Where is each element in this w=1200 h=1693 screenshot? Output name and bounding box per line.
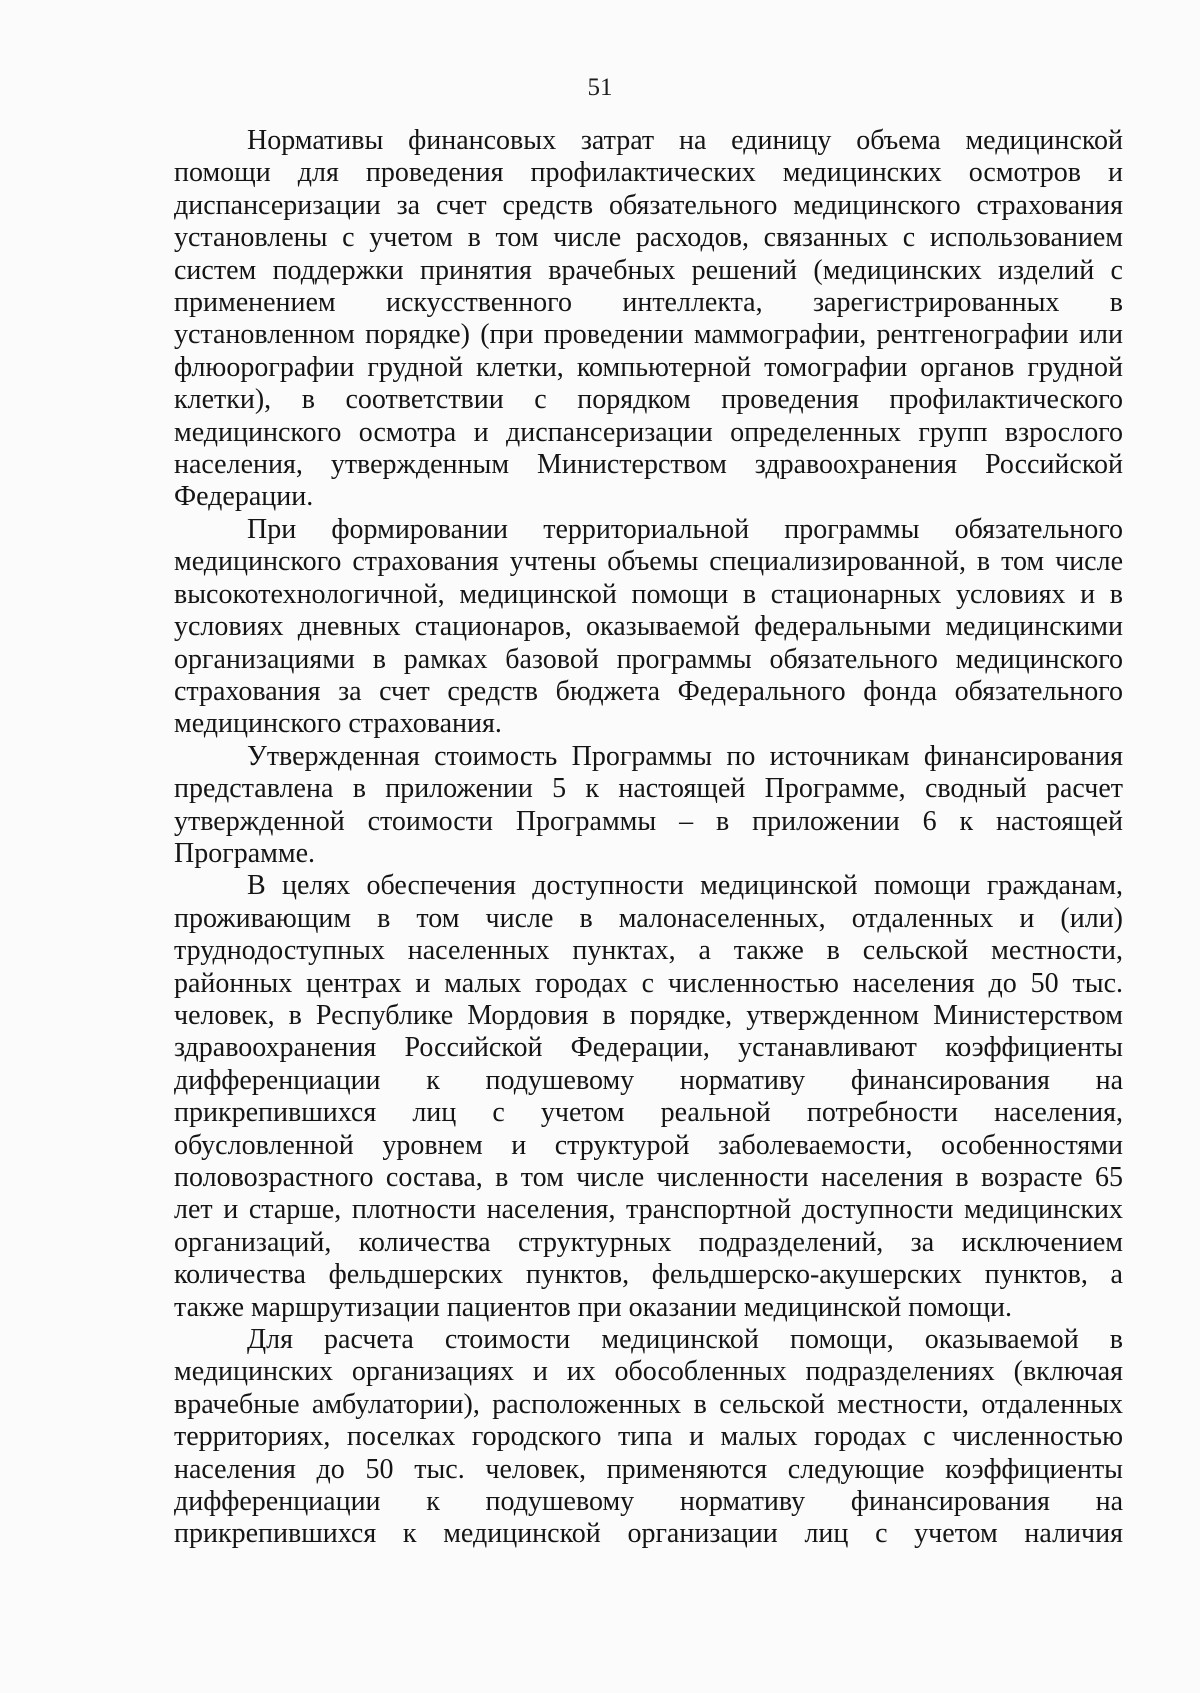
paragraph [174, 870, 1123, 1324]
text-line: диспансеризации за счет средств обязательного медицинского страхования [174, 189, 1123, 221]
document-body [174, 125, 1123, 1551]
text-line: Для расчета стоимости медицинской помощи, оказываемой в [247, 1324, 1123, 1356]
page-number: 51 [587, 74, 613, 101]
text-line: установленном порядке) (при проведении маммографии, рентгенографии или [174, 319, 1123, 351]
paragraph [174, 125, 1123, 514]
paragraph [174, 514, 1123, 741]
text-line: представлена в приложении 5 к настоящей Программе, сводный расчет [174, 773, 1123, 805]
text-line: дифференциации к подушевому нормативу финансирования на [174, 1486, 1123, 1518]
text-line: прикрепившихся к медицинской организации лиц с учетом наличия [174, 1518, 1123, 1550]
text-line: медицинских организациях и их обособленных подразделениях (включая [174, 1356, 1123, 1388]
text-line: клетки), в соответствии с порядком проведения профилактического [174, 384, 1123, 416]
text-line: Федерации. [174, 481, 314, 513]
text-line: труднодоступных населенных пунктах, а также в сельской местности, [174, 935, 1123, 967]
text-line: медицинского осмотра и диспансеризации определенных групп взрослого [174, 416, 1123, 448]
paragraph [174, 741, 1123, 871]
text-line: применением искусственного интеллекта, зарегистрированных в [174, 287, 1123, 319]
text-line: флюорографии грудной клетки, компьютерной томографии органов грудной [174, 351, 1123, 383]
text-line: Нормативы финансовых затрат на единицу объема медицинской [247, 125, 1123, 156]
text-line: врачебные амбулатории), расположенных в сельской местности, отдаленных [174, 1388, 1123, 1420]
text-line: организациями в рамках базовой программы обязательного медицинского [174, 643, 1123, 675]
text-line: проживающим в том числе в малонаселенных, отдаленных и (или) [174, 902, 1123, 934]
text-line: высокотехнологичной, медицинской помощи в стационарных условиях и в [174, 578, 1123, 610]
text-line: страхования за счет средств бюджета Федерального фонда обязательного [174, 675, 1123, 707]
text-line: половозрастного состава, в том числе численности населения в возрасте 65 [174, 1162, 1123, 1193]
text-line: населения до 50 тыс. человек, применяются следующие коэффициенты [174, 1453, 1123, 1485]
text-line: территориях, поселках городского типа и малых городах с численностью [174, 1421, 1123, 1453]
text-line: При формировании территориальной программы обязательного [247, 513, 1123, 545]
text-line: районных центрах и малых городах с численностью населения до 50 тыс. [174, 967, 1123, 999]
text-line: условиях дневных стационаров, оказываемой федеральными медицинскими [174, 611, 1123, 643]
text-line: обусловленной уровнем и структурой заболеваемости, особенностями [174, 1129, 1123, 1161]
text-line: утвержденной стоимости Программы – в приложении 6 к настоящей [174, 805, 1123, 837]
text-line: дифференциации к подушевому нормативу финансирования на [174, 1064, 1123, 1096]
text-line: организаций, количества структурных подразделений, за исключением [174, 1226, 1123, 1258]
text-line: медицинского страхования. [174, 708, 502, 740]
paragraph [174, 1324, 1123, 1551]
text-line: также маршрутизации пациентов при оказании медицинской помощи. [174, 1291, 1012, 1323]
text-line: лет и старше, плотности населения, транспортной доступности медицинских [174, 1194, 1123, 1226]
text-line: населения, утвержденным Министерством здравоохранения Российской [174, 449, 1123, 481]
text-line: количества фельдшерских пунктов, фельдшерско-акушерских пунктов, а [174, 1259, 1123, 1291]
text-line: прикрепившихся лиц с учетом реальной потребности населения, [174, 1097, 1123, 1129]
text-line: здравоохранения Российской Федерации, устанавливают коэффициенты [174, 1032, 1123, 1064]
text-line: Программе. [174, 837, 315, 869]
text-line: установлены с учетом в том числе расходов, связанных с использованием [174, 222, 1123, 254]
text-line: медицинского страхования учтены объемы специализированной, в том числе [174, 546, 1123, 578]
text-line: Утвержденная стоимость Программы по источникам финансирования [247, 740, 1123, 772]
text-line: человек, в Республике Мордовия в порядке, утвержденном Министерством [174, 999, 1123, 1031]
text-line: систем поддержки принятия врачебных решений (медицинских изделий с [174, 254, 1123, 286]
text-line: В целях обеспечения доступности медицинской помощи гражданам, [247, 870, 1123, 902]
text-line: помощи для проведения профилактических медицинских осмотров и [174, 157, 1123, 189]
